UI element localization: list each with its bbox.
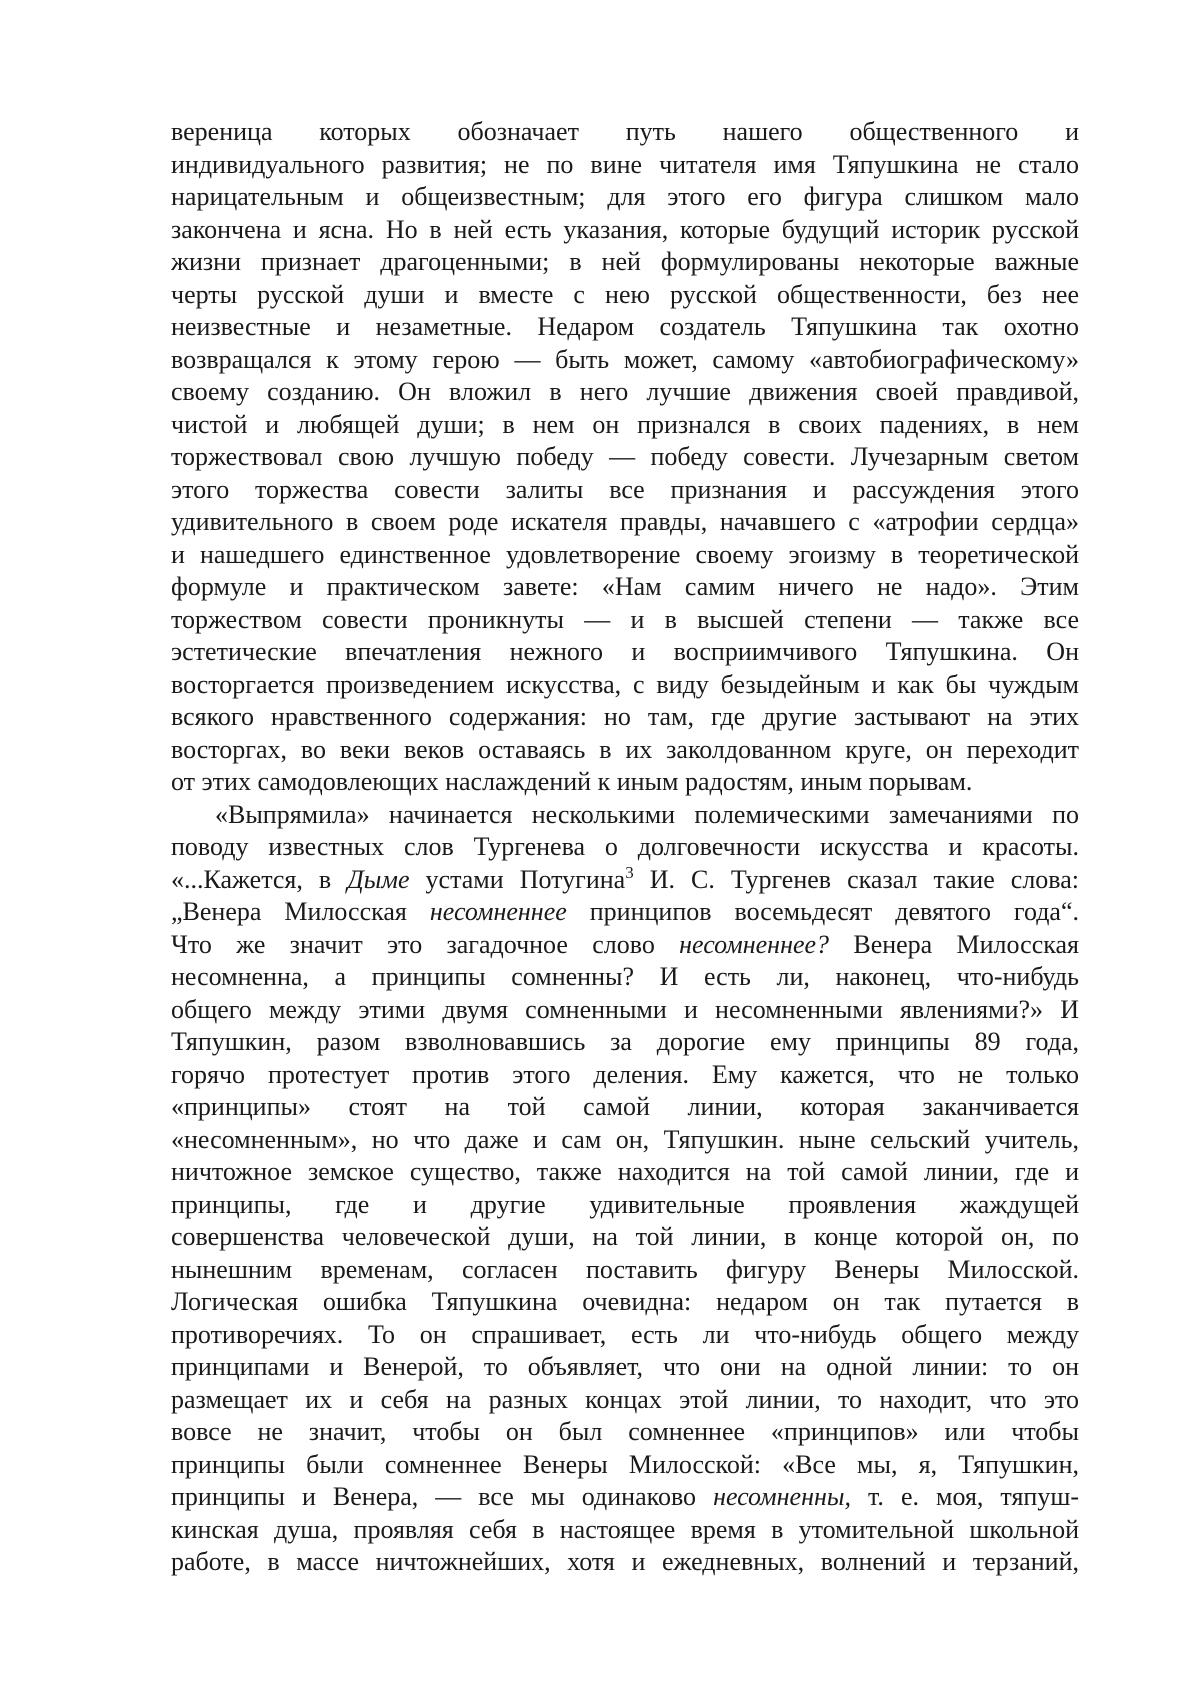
paragraph-2 <box>171 799 1079 1579</box>
text-line: работе, в массе ничтожнейших, хотя и ежедневных, волнений и терзаний, <box>171 1547 1079 1576</box>
text-line: и нашедшего единственное удовлетворение своему эгоизму в теоретической <box>171 539 1079 569</box>
text-line: торжествовал свою лучшую победу — победу совести. Лучезарным светом <box>171 442 1079 471</box>
text-line: индивидуального развития; не по вине читателя имя Тяпушкина не стало <box>171 149 1079 179</box>
text-line <box>171 896 1079 929</box>
text-line: закончена и ясна. Но в ней есть указания, которые будущий историк русской <box>171 214 1079 244</box>
italic-emphasis: несомненны, <box>713 1482 851 1511</box>
body-text <box>171 116 1079 1579</box>
text-run: «...Кажется, в <box>171 864 348 894</box>
text-line: «несомненным», но что даже и сам он, Тяпушкин. ныне сельский учитель, <box>171 1124 1079 1154</box>
text-line: восторгах, во веки веков оставаясь в их заколдованном круге, он переходит <box>171 734 1079 764</box>
text-line: всякого нравственного содержания: но там, где другие застывают на этих <box>171 702 1079 731</box>
text-run: Что же значит это загадочное слово <box>171 929 680 959</box>
text-line <box>171 1481 1079 1514</box>
text-line <box>171 929 1079 962</box>
footnote-marker: 3 <box>625 863 634 882</box>
text-line: неизвестные и незаметные. Недаром создатель Тяпушкина так охотно <box>171 312 1079 341</box>
text-line: удивительного в своем роде искателя правды, начавшего с «атрофии сердца» <box>171 507 1079 536</box>
text-line: несомненна, а принципы сомненны? И есть ли, наконец, что-нибудь <box>171 962 1079 991</box>
text-line: принципы были сомненнее Венеры Милосской: «Все мы, я, Тяпушкин, <box>171 1449 1079 1479</box>
text-run: принципы и Венера, — все мы одинаково <box>171 1482 714 1511</box>
text-line: принципами и Венерой, то объявляет, что они на одной линии: то он <box>171 1352 1079 1381</box>
text-line: черты русской души и вместе с нею русской общественности, без нее <box>171 279 1079 309</box>
text-line: эстетические впечатления нежного и восприимчивого Тяпушкина. Он <box>171 637 1079 666</box>
text-line: возвращался к этому герою — быть может, самому «автобиографическому» <box>171 344 1079 374</box>
text-line: жизни признает драгоценными; в ней формулированы некоторые важные <box>171 247 1079 276</box>
text-line: противоречиях. То он спрашивает, есть ли что-нибудь общего между <box>171 1319 1079 1349</box>
text-line: вовсе не значит, чтобы он был сомненнее «принципов» или чтобы <box>171 1417 1079 1446</box>
text-line: этого торжества совести залиты все признания и рассуждения этого <box>171 474 1079 504</box>
text-run: т. е. моя, тяпуш- <box>851 1482 1079 1511</box>
text-run: „Венера Милосская <box>171 897 430 926</box>
text-line: формуле и практическом завете: «Нам самим ничего не надо». Этим <box>171 572 1079 601</box>
text-line: своему созданию. Он вложил в него лучшие движения своей правдивой, <box>171 377 1079 406</box>
text-run: устами Потугина <box>409 864 626 894</box>
italic-title: Дыме <box>347 864 410 894</box>
text-line: принципы, где и другие удивительные проявления жаждущей <box>171 1189 1079 1219</box>
text-line: чистой и любящей души; в нем он признался в своих падениях, в нем <box>171 409 1079 439</box>
text-line: кинская душа, проявляя себя в настоящее время в утомительной школьной <box>171 1514 1079 1544</box>
text-line: от этих самодовлеющих наслаждений к иным радостям, иным порывам. <box>171 767 973 796</box>
paragraph-1 <box>171 116 1079 799</box>
text-line: нынешним временам, согласен поставить фигуру Венеры Милосской. <box>171 1254 1079 1284</box>
text-line: Тяпушкин, разом взволновавшись за дорогие ему принципы 89 года, <box>171 1027 1079 1056</box>
text-line: «Выпрямила» начинается несколькими полемическими замечаниями по <box>215 799 1079 829</box>
italic-emphasis: несомненнее? <box>679 929 830 959</box>
text-line: горячо протестует против этого деления. Ему кажется, что не только <box>171 1059 1079 1089</box>
text-line <box>171 864 1079 897</box>
text-line: ничтожное земское существо, также находится на той самой линии, где и <box>171 1157 1079 1186</box>
text-line: восторгается произведением искусства, с виду безыдейным и как бы чуждым <box>171 669 1079 699</box>
text-line: Логическая ошибка Тяпушкина очевидна: недаром он так путается в <box>171 1287 1079 1316</box>
text-line: нарицательным и общеизвестным; для этого его фигура слишком мало <box>171 182 1079 211</box>
italic-emphasis: несомненнее <box>429 897 567 926</box>
text-line: поводу известных слов Тургенева о долговечности искусства и красоты. <box>171 832 1079 861</box>
text-line: размещает их и себя на разных концах этой линии, то находит, что это <box>171 1384 1079 1414</box>
text-run: принципов восемьдесят девятого года“. <box>566 897 1079 926</box>
text-run: И. С. Тургенев сказал такие слова: <box>633 864 1079 894</box>
text-line: «принципы» стоят на той самой линии, которая заканчивается <box>171 1092 1079 1121</box>
text-line: общего между этими двумя сомненными и несомненными явлениями?» И <box>171 994 1079 1024</box>
text-line: торжеством совести проникнуты — и в высшей степени — также все <box>171 604 1079 634</box>
text-line: вереница которых обозначает путь нашего общественного и <box>171 117 1079 146</box>
text-line: совершенства человеческой души, на той линии, в конце которой он, по <box>171 1222 1079 1251</box>
text-run: Венера Милосская <box>829 929 1079 959</box>
